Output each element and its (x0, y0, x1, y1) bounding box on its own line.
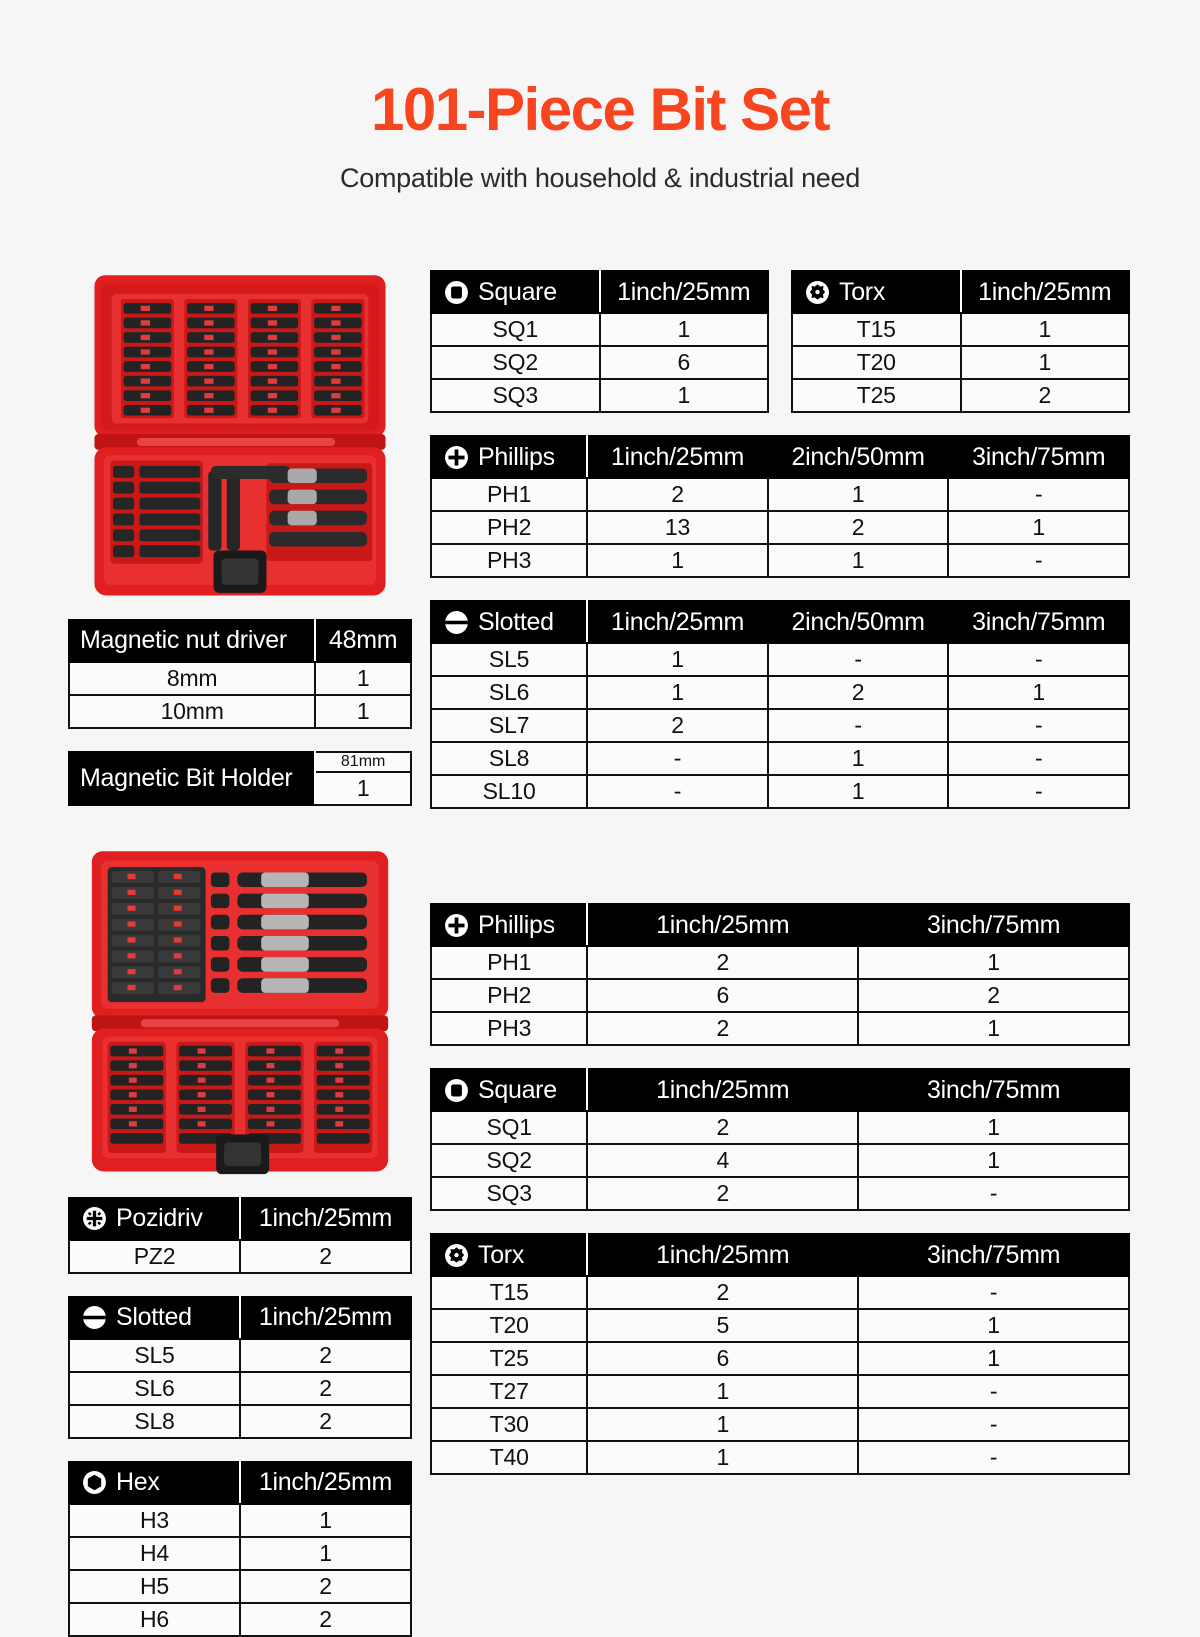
cell-type: SL5 (69, 1339, 240, 1372)
cell-type: 8mm (69, 662, 315, 695)
cell-holder-name: Magnetic Bit Holder (69, 752, 315, 805)
square-icon (444, 280, 469, 305)
cell-type: SQ3 (431, 379, 600, 412)
cell-qty: 1 (858, 1342, 1129, 1375)
column-header-size: 2inch/50mm (768, 601, 949, 643)
phillips-bottom-table (430, 903, 1130, 1046)
cell-type: PZ2 (69, 1240, 240, 1273)
cell-qty: 1 (315, 695, 411, 728)
table-row (431, 676, 1129, 709)
table-row (792, 313, 1129, 346)
torx-top-table (791, 270, 1130, 413)
column-header-size: 1inch/25mm (587, 1069, 858, 1111)
cell-type: T30 (431, 1408, 587, 1441)
cell-qty: 2 (240, 1570, 411, 1603)
cell-qty: 1 (240, 1537, 411, 1570)
table-row (431, 946, 1129, 979)
category-label: Phillips (478, 910, 555, 939)
cell-qty: 1 (768, 742, 949, 775)
cell-type: PH2 (431, 979, 587, 1012)
page-title: 101-Piece Bit Set (370, 76, 830, 143)
table-header-row (431, 1069, 1129, 1111)
cell-type: PH1 (431, 478, 587, 511)
cell-qty: - (858, 1375, 1129, 1408)
cell-qty: 13 (587, 511, 768, 544)
table-row (431, 313, 768, 346)
cell-qty: 2 (587, 1012, 858, 1045)
square-top-table (430, 270, 769, 413)
table-row (69, 1372, 411, 1405)
cell-type: H4 (69, 1537, 240, 1570)
column-header-size: 1inch/25mm (600, 271, 769, 313)
cell-qty: 2 (858, 979, 1129, 1012)
table-row (431, 775, 1129, 808)
table-torx-bottom (430, 1233, 1130, 1475)
category-label: Torx (839, 277, 886, 306)
cell-qty: - (948, 544, 1129, 577)
table-row (431, 1375, 1129, 1408)
column-header-size: 81mm (315, 752, 411, 772)
cell-type: T25 (792, 379, 961, 412)
magnetic-nut-driver-table (68, 619, 412, 729)
table-row (69, 695, 411, 728)
cell-qty: 6 (587, 1342, 858, 1375)
column-header-size: 3inch/75mm (858, 904, 1129, 946)
cell-type: PH2 (431, 511, 587, 544)
table-header-row (69, 1297, 411, 1339)
cell-qty: 1 (858, 1012, 1129, 1045)
cell-qty: 2 (240, 1240, 411, 1273)
cell-qty: - (858, 1441, 1129, 1474)
table-row (431, 1144, 1129, 1177)
table-magnetic-nut-driver (68, 619, 412, 729)
cell-qty: 2 (240, 1372, 411, 1405)
table-row (431, 979, 1129, 1012)
cell-qty: - (858, 1177, 1129, 1210)
table-header-row (792, 271, 1129, 313)
cell-type: PH3 (431, 1012, 587, 1045)
cell-qty: 1 (948, 511, 1129, 544)
cell-qty: 1 (587, 676, 768, 709)
phillips-icon (444, 445, 469, 470)
cell-qty: 1 (240, 1504, 411, 1537)
table-row (69, 1405, 411, 1438)
table-square-bottom (430, 1068, 1130, 1211)
square-bottom-table (430, 1068, 1130, 1211)
category-label: Square (478, 277, 557, 306)
cell-type: SQ2 (431, 1144, 587, 1177)
table-row (69, 1537, 411, 1570)
cell-qty: - (948, 478, 1129, 511)
category-label: Torx (478, 1240, 525, 1269)
cell-qty: - (948, 643, 1129, 676)
table-pozidriv (68, 1197, 412, 1274)
square-icon (444, 1078, 469, 1103)
cell-qty: 1 (768, 478, 949, 511)
cell-type: SL8 (69, 1405, 240, 1438)
cell-qty: 1 (858, 1309, 1129, 1342)
cell-qty: 2 (240, 1603, 411, 1636)
column-header-size: 1inch/25mm (240, 1297, 411, 1339)
phillips-top-table (430, 435, 1130, 578)
cell-qty: 2 (587, 709, 768, 742)
cell-qty: 1 (768, 775, 949, 808)
cell-type: T40 (431, 1441, 587, 1474)
cell-type: T15 (792, 313, 961, 346)
cell-type: T25 (431, 1342, 587, 1375)
cell-type: SL7 (431, 709, 587, 742)
section-spacer (430, 831, 1130, 903)
cell-type: H5 (69, 1570, 240, 1603)
column-header-size: 48mm (315, 620, 411, 662)
category-label: Hex (116, 1468, 160, 1497)
cell-type: SL10 (431, 775, 587, 808)
table-header-row (69, 1462, 411, 1504)
slotted-icon (82, 1305, 107, 1330)
cell-type: T27 (431, 1375, 587, 1408)
column-header-size: 1inch/25mm (240, 1198, 411, 1240)
table-header-row (431, 1234, 1129, 1276)
cell-type: PH1 (431, 946, 587, 979)
cell-qty: 2 (961, 379, 1130, 412)
cell-qty: 4 (587, 1144, 858, 1177)
slotted-left-table (68, 1296, 412, 1439)
left-column (68, 270, 412, 1637)
table-row (431, 1441, 1129, 1474)
cell-type: T15 (431, 1276, 587, 1309)
cell-type: SQ2 (431, 346, 600, 379)
cell-qty: 1 (858, 1111, 1129, 1144)
cell-qty: 1 (315, 662, 411, 695)
cell-qty: 1 (858, 946, 1129, 979)
table-row (69, 1603, 411, 1636)
table-header-row (431, 601, 1129, 643)
pozidriv-icon (82, 1206, 107, 1231)
cell-qty: 1 (948, 676, 1129, 709)
cell-qty: 1 (315, 772, 411, 805)
cell-qty: - (858, 1276, 1129, 1309)
table-row (431, 1309, 1129, 1342)
hex-table (68, 1461, 412, 1637)
column-header-category (69, 1297, 240, 1339)
table-row (431, 544, 1129, 577)
table-row (69, 1339, 411, 1372)
column-header-category (69, 1462, 240, 1504)
cell-qty: - (587, 742, 768, 775)
table-slotted-top (430, 600, 1130, 809)
product-photo-bottom (68, 846, 412, 1177)
cell-qty: - (948, 709, 1129, 742)
cell-type: H6 (69, 1603, 240, 1636)
cell-qty: - (948, 775, 1129, 808)
table-row (431, 1342, 1129, 1375)
table-header-row (431, 904, 1129, 946)
cell-type: SL5 (431, 643, 587, 676)
table-row (431, 478, 1129, 511)
right-column (430, 270, 1130, 1475)
category-label: Slotted (478, 607, 554, 636)
table-phillips-bottom (430, 903, 1130, 1046)
table-row (431, 1111, 1129, 1144)
table-row (431, 1177, 1129, 1210)
cell-qty: 1 (858, 1144, 1129, 1177)
cell-qty: - (948, 742, 1129, 775)
table-row (69, 1570, 411, 1603)
table-header-row (431, 271, 768, 313)
cell-qty: 2 (587, 1177, 858, 1210)
column-header-size: 1inch/25mm (961, 271, 1130, 313)
cell-qty: 2 (768, 676, 949, 709)
cell-type: T20 (431, 1309, 587, 1342)
table-row (431, 379, 768, 412)
cell-qty: 1 (600, 313, 769, 346)
cell-qty: 1 (587, 1375, 858, 1408)
column-header-size: 2inch/50mm (768, 436, 949, 478)
page-subtitle: Compatible with household & industrial need (340, 163, 860, 193)
cell-qty: 1 (600, 379, 769, 412)
slotted-top-table (430, 600, 1130, 809)
table-row (431, 1408, 1129, 1441)
cell-type: SL6 (431, 676, 587, 709)
cell-qty: 5 (587, 1309, 858, 1342)
cell-type: SQ1 (431, 1111, 587, 1144)
cell-qty: 2 (587, 1111, 858, 1144)
category-label: Phillips (478, 442, 555, 471)
cell-qty: 1 (587, 643, 768, 676)
category-label: Square (478, 1075, 557, 1104)
table-header-row (431, 436, 1129, 478)
table-row (431, 346, 768, 379)
table-row (69, 752, 411, 772)
category-label: Pozidriv (116, 1204, 203, 1233)
cell-qty: - (768, 643, 949, 676)
table-phillips-top (430, 435, 1130, 578)
cell-qty: 2 (768, 511, 949, 544)
column-header-category (431, 601, 587, 643)
square-torx-row (430, 270, 1130, 413)
column-header-category (792, 271, 961, 313)
column-header-category (431, 1234, 587, 1276)
table-row (431, 709, 1129, 742)
cell-qty: 2 (587, 478, 768, 511)
cell-type: SQ3 (431, 1177, 587, 1210)
column-header-category: Magnetic nut driver (69, 620, 315, 662)
cell-qty: - (768, 709, 949, 742)
cell-type: SQ1 (431, 313, 600, 346)
torx-icon (444, 1243, 469, 1268)
cell-qty: 2 (240, 1405, 411, 1438)
column-header-category (431, 904, 587, 946)
phillips-icon (444, 913, 469, 938)
column-header-size: 3inch/75mm (948, 601, 1129, 643)
cell-qty: 2 (587, 1276, 858, 1309)
magnetic-bit-holder-table (68, 751, 412, 806)
table-row (69, 1240, 411, 1273)
cell-qty: 2 (240, 1339, 411, 1372)
cell-qty: 1 (768, 544, 949, 577)
torx-bottom-table (430, 1233, 1130, 1475)
cell-type: PH3 (431, 544, 587, 577)
table-magnetic-bit-holder (68, 751, 412, 806)
cell-qty: 1 (587, 1441, 858, 1474)
table-row (431, 1012, 1129, 1045)
table-row (431, 742, 1129, 775)
table-row (69, 1504, 411, 1537)
table-hex (68, 1461, 412, 1637)
table-row (431, 643, 1129, 676)
torx-icon (805, 280, 830, 305)
column-header-size: 1inch/25mm (587, 436, 768, 478)
column-header-category (431, 436, 587, 478)
cell-qty: 1 (587, 1408, 858, 1441)
cell-qty: - (858, 1408, 1129, 1441)
cell-qty: 1 (961, 313, 1130, 346)
cell-type: SL6 (69, 1372, 240, 1405)
table-slotted-left (68, 1296, 412, 1439)
header (0, 0, 1200, 194)
category-label: Slotted (116, 1303, 192, 1332)
cell-qty: - (587, 775, 768, 808)
cell-type: H3 (69, 1504, 240, 1537)
column-header-size: 1inch/25mm (587, 601, 768, 643)
hex-icon (82, 1470, 107, 1495)
column-header-size: 1inch/25mm (240, 1462, 411, 1504)
product-photo-top (68, 270, 412, 601)
slotted-icon (444, 610, 469, 635)
cell-type: 10mm (69, 695, 315, 728)
column-header-size: 1inch/25mm (587, 1234, 858, 1276)
column-header-category (431, 271, 600, 313)
column-header-size: 3inch/75mm (858, 1069, 1129, 1111)
pozidriv-table (68, 1197, 412, 1274)
column-header-category (431, 1069, 587, 1111)
cell-qty: 2 (587, 946, 858, 979)
table-row (69, 662, 411, 695)
table-header-row (69, 620, 411, 662)
cell-type: SL8 (431, 742, 587, 775)
column-header-size: 3inch/75mm (948, 436, 1129, 478)
table-row (792, 379, 1129, 412)
column-header-size: 1inch/25mm (587, 904, 858, 946)
cell-qty: 6 (587, 979, 858, 1012)
table-row (431, 511, 1129, 544)
cell-qty: 1 (587, 544, 768, 577)
table-row (792, 346, 1129, 379)
column-header-category (69, 1198, 240, 1240)
cell-type: T20 (792, 346, 961, 379)
cell-qty: 6 (600, 346, 769, 379)
table-row (431, 1276, 1129, 1309)
cell-qty: 1 (961, 346, 1130, 379)
table-header-row (69, 1198, 411, 1240)
column-header-size: 3inch/75mm (858, 1234, 1129, 1276)
